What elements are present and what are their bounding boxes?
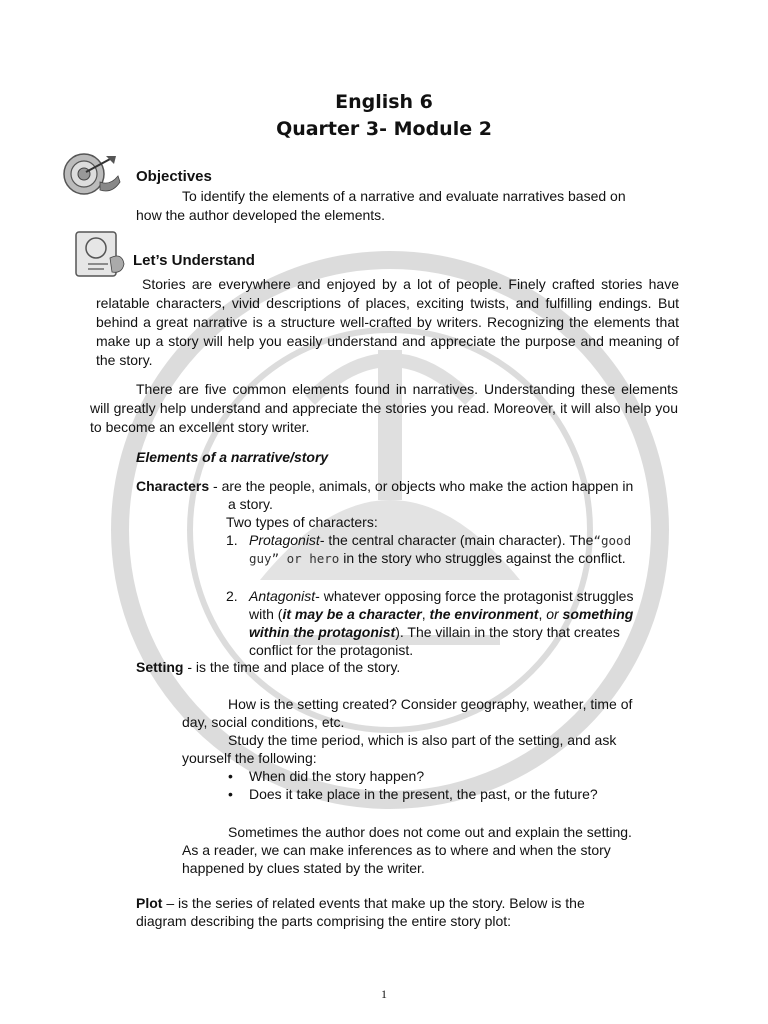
objectives-text-line1: To identify the elements of a narrative and evaluate narratives based on — [182, 188, 626, 204]
understand-heading: Let’s Understand — [133, 252, 255, 269]
protagonist-number: 1. — [226, 532, 238, 548]
antagonist-line3: within the protagonist). The villain in the story that creates — [249, 624, 620, 640]
setting-term: Setting — [136, 659, 184, 675]
characters-definition-line1: Characters - are the people, animals, or objects who make the action happen in — [136, 478, 634, 494]
plot-term: Plot — [136, 895, 163, 911]
setting-question-line1: How is the setting created? Consider geography, weather, time of — [228, 696, 633, 712]
protagonist-line2: guy” or hero in the story who struggles against the conflict. — [249, 550, 626, 566]
antagonist-number: 2. — [226, 588, 238, 604]
plot-definition-line1: Plot – is the series of related events that make up the story. Below is the — [136, 895, 585, 911]
setting-study-line1: Study the time period, which is also part of the setting, and ask — [228, 732, 617, 748]
antagonist-line4: conflict for the protagonist. — [249, 642, 414, 658]
document-subtitle: Quarter 3- Module 2 — [276, 118, 492, 140]
protagonist-line1: Protagonist- the central character (main character). The“good — [249, 532, 632, 548]
antagonist-line1: Antagonist- whatever opposing force the protagonist struggles — [249, 588, 634, 604]
setting-bullet-2: Does it take place in the present, the past, or the future? — [249, 786, 598, 802]
characters-term: Characters — [136, 478, 210, 494]
objectives-heading: Objectives — [136, 168, 212, 185]
book-icon — [72, 228, 128, 278]
setting-question-line2: day, social conditions, etc. — [182, 714, 345, 730]
setting-definition: Setting - is the time and place of the story. — [136, 659, 401, 675]
understand-paragraph-1: Stories are everywhere and enjoyed by a lot of people. Finely crafted stories have relatable characters, vivid descriptions of places, exciting twists, and fulfilling endings. But behind a great narrative is a structure well-crafted by writers. Recognizing the elements that make up a story will help you easily understand and appreciate the purpose and meaning of the story. — [96, 276, 679, 368]
objectives-text-line2: how the author developed the elements. — [136, 207, 386, 223]
document-title: English 6 — [335, 91, 433, 113]
page-number: 1 — [381, 987, 387, 1001]
setting-note-line3: happened by clues stated by the writer. — [182, 860, 425, 876]
setting-note-line1: Sometimes the author does not come out and explain the setting. — [228, 824, 632, 840]
elements-heading: Elements of a narrative/story — [136, 449, 329, 465]
understand-paragraph-2: There are five common elements found in narratives. Understanding these elements will greatly help understand and appreciate the stories you read. Moreover, it will also help you to become an excellent story writer. — [90, 381, 678, 435]
setting-study-line2: yourself the following: — [182, 750, 317, 766]
target-icon — [60, 152, 124, 196]
bullet-dot: • — [228, 786, 233, 802]
characters-definition-line2: a story. — [228, 496, 273, 512]
bullet-dot: • — [228, 768, 233, 784]
setting-note-line2: As a reader, we can make inferences as to where and when the story — [182, 842, 611, 858]
character-types-intro: Two types of characters: — [226, 514, 378, 530]
antagonist-line2: with (it may be a character, the environment, or something — [249, 606, 634, 622]
setting-bullet-1: When did the story happen? — [249, 768, 425, 784]
plot-definition-line2: diagram describing the parts comprising the entire story plot: — [136, 913, 512, 929]
